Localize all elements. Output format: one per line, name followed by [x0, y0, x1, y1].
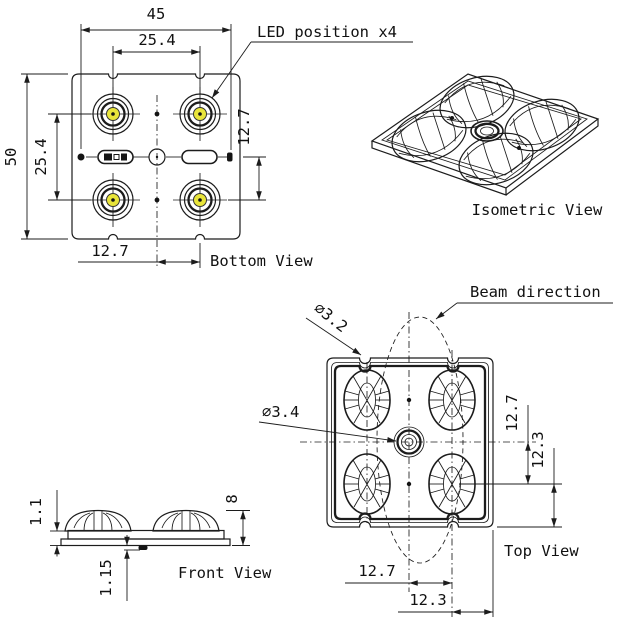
iso-center-ring — [471, 121, 503, 141]
front-view — [27, 490, 272, 601]
bottom-view-title: Bottom View — [210, 252, 313, 270]
dome-right — [153, 511, 219, 532]
led-bottom-left — [86, 173, 140, 227]
solder-mark-right — [227, 153, 233, 162]
lens-outline-inner — [335, 366, 485, 519]
dim-top-led-to-edge-x-label: 12.3 — [409, 591, 447, 609]
lens-bottom-left — [344, 454, 390, 514]
beam-direction-label: Beam direction — [470, 283, 601, 301]
dim-top-center-to-led-x-label: 12.7 — [358, 562, 396, 580]
center-hole-dia-label: ⌀3.4 — [262, 403, 300, 421]
bottom-view — [2, 5, 413, 270]
dim-top-center-to-led-x — [345, 562, 452, 583]
dim-center-to-led-x — [78, 242, 200, 268]
lens-outline-mid — [332, 363, 489, 523]
connector-boss — [139, 546, 148, 551]
led-position-label: LED position x4 — [257, 23, 397, 41]
lens-outline-outer — [327, 358, 493, 527]
dim-flange-thickness-label: 1.1 — [27, 498, 45, 526]
dim-top-led-to-edge-x — [398, 530, 493, 617]
fiducial-dot-top — [155, 112, 160, 117]
dim-center-to-led-y-label: 12.7 — [235, 108, 253, 146]
top-view-title: Top View — [504, 542, 579, 560]
dim-flange-thickness — [27, 490, 66, 557]
mounting-hole-left — [78, 154, 85, 161]
connector-slot-right — [182, 151, 217, 164]
led-top-right — [173, 87, 227, 141]
dome-left — [65, 511, 131, 532]
lens-flange-profile — [68, 531, 224, 540]
dim-center-to-led-y — [228, 108, 266, 200]
dim-top-led-to-edge-y-label: 12.3 — [529, 431, 547, 469]
dim-top-led-to-edge-y — [497, 431, 562, 527]
dim-led-pitch-y-label: 25.4 — [32, 138, 50, 176]
dim-boss-height-label: 1.15 — [97, 559, 115, 597]
led-bottom-right — [173, 173, 227, 227]
dim-overall-height-label: 50 — [2, 147, 20, 167]
top-view — [259, 283, 613, 617]
led-top-left — [86, 87, 140, 141]
dim-overall-width-label: 45 — [146, 5, 166, 23]
isometric-view — [372, 67, 603, 219]
dim-center-to-led-x-label: 12.7 — [91, 242, 129, 260]
led-position-callout — [212, 23, 413, 98]
center-screw-hole — [394, 427, 424, 457]
dim-led-pitch-x-label: 25.4 — [138, 31, 176, 49]
dim-led-pitch-x — [113, 31, 200, 95]
fiducial-dot-bottom — [155, 198, 160, 203]
front-view-title: Front View — [178, 564, 272, 582]
isometric-view-title: Isometric View — [471, 201, 603, 219]
corner-hole-callout — [306, 299, 361, 355]
dim-overall-width — [81, 5, 231, 150]
pcb-profile — [61, 539, 230, 546]
iso-plate-thickness — [372, 119, 598, 195]
dim-lens-height-label: 8 — [223, 494, 241, 504]
beam-direction-callout — [436, 283, 613, 319]
corner-hole-dia-label: ⌀3.2 — [310, 298, 352, 337]
dim-top-center-to-led-y-label: 12.7 — [503, 394, 521, 432]
dim-lens-height — [223, 494, 250, 545]
